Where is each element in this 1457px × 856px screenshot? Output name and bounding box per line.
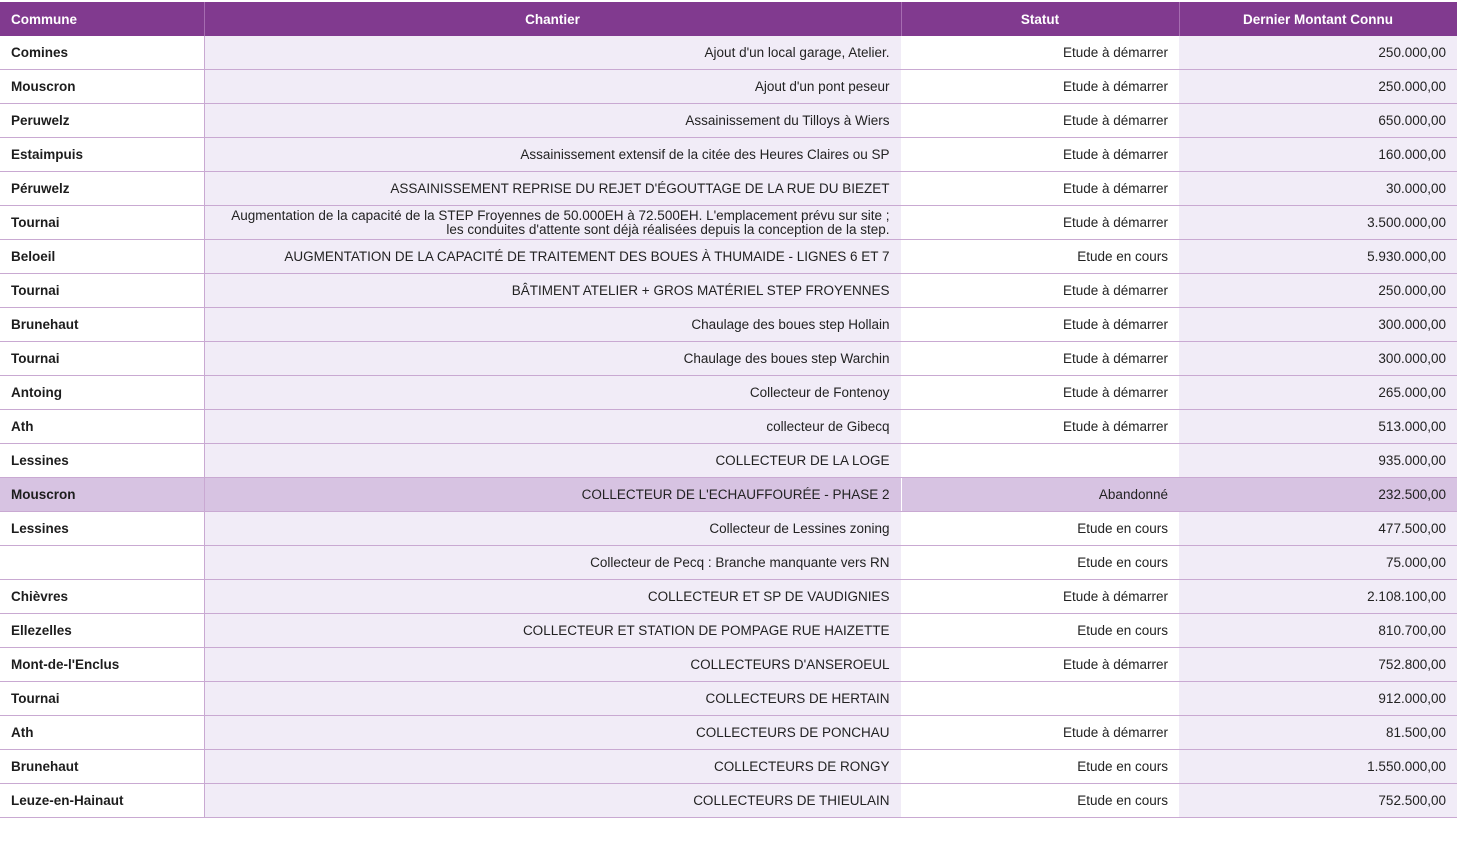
cell-chantier[interactable]: Collecteur de Pecq : Branche manquante vers RN xyxy=(204,546,901,580)
cell-commune[interactable]: Tournai xyxy=(0,206,204,240)
cell-commune[interactable]: Lessines xyxy=(0,512,204,546)
table-row[interactable] xyxy=(0,104,1457,138)
cell-montant[interactable]: 810.700,00 xyxy=(1179,614,1457,648)
table-row[interactable] xyxy=(0,70,1457,104)
cell-commune[interactable]: Brunehaut xyxy=(0,308,204,342)
cell-commune[interactable]: Mouscron xyxy=(0,478,204,512)
cell-commune[interactable]: Chièvres xyxy=(0,580,204,614)
cell-statut[interactable]: Etude à démarrer xyxy=(901,274,1179,308)
cell-commune[interactable]: Mont-de-l'Enclus xyxy=(0,648,204,682)
cell-chantier[interactable]: ASSAINISSEMENT REPRISE DU REJET D'ÉGOUTTAGE DE LA RUE DU BIEZET xyxy=(204,172,901,206)
cell-statut[interactable]: Etude à démarrer xyxy=(901,138,1179,172)
cell-montant[interactable]: 477.500,00 xyxy=(1179,512,1457,546)
cell-statut[interactable]: Etude en cours xyxy=(901,546,1179,580)
cell-commune[interactable]: Leuze-en-Hainaut xyxy=(0,784,204,818)
cell-chantier[interactable]: Augmentation de la capacité de la STEP Froyennes de 50.000EH à 72.500EH. L'emplacement prévu sur site ; les conduites d'attente sont déjà réalisées depuis la conception de la step. xyxy=(204,206,901,240)
cell-montant[interactable]: 300.000,00 xyxy=(1179,308,1457,342)
cell-chantier[interactable]: AUGMENTATION DE LA CAPACITÉ DE TRAITEMENT DES BOUES À THUMAIDE - LIGNES 6 ET 7 xyxy=(204,240,901,274)
cell-montant[interactable]: 752.800,00 xyxy=(1179,648,1457,682)
cell-chantier[interactable]: BÂTIMENT ATELIER + GROS MATÉRIEL STEP FROYENNES xyxy=(204,274,901,308)
table-row[interactable] xyxy=(0,478,1457,512)
cell-commune[interactable]: Mouscron xyxy=(0,70,204,104)
cell-montant[interactable]: 912.000,00 xyxy=(1179,682,1457,716)
cell-statut[interactable]: Etude à démarrer xyxy=(901,70,1179,104)
table-row[interactable] xyxy=(0,376,1457,410)
cell-statut[interactable]: Etude à démarrer xyxy=(901,648,1179,682)
cell-chantier[interactable]: COLLECTEUR DE LA LOGE xyxy=(204,444,901,478)
table-row[interactable] xyxy=(0,138,1457,172)
cell-statut[interactable] xyxy=(901,444,1179,478)
column-header-chantier[interactable]: Chantier xyxy=(204,2,901,36)
cell-montant[interactable]: 250.000,00 xyxy=(1179,274,1457,308)
cell-montant[interactable]: 935.000,00 xyxy=(1179,444,1457,478)
cell-commune[interactable]: Lessines xyxy=(0,444,204,478)
cell-commune[interactable]: Antoing xyxy=(0,376,204,410)
cell-commune[interactable]: Tournai xyxy=(0,274,204,308)
cell-chantier[interactable]: COLLECTEURS DE THIEULAIN xyxy=(204,784,901,818)
cell-commune[interactable]: Péruwelz xyxy=(0,172,204,206)
cell-commune[interactable]: Tournai xyxy=(0,342,204,376)
cell-chantier[interactable]: Assainissement extensif de la citée des Heures Claires ou SP xyxy=(204,138,901,172)
cell-statut[interactable]: Etude à démarrer xyxy=(901,206,1179,240)
table-row[interactable] xyxy=(0,750,1457,784)
column-header-montant[interactable]: Dernier Montant Connu xyxy=(1179,2,1457,36)
cell-statut[interactable]: Etude en cours xyxy=(901,784,1179,818)
table-row[interactable] xyxy=(0,512,1457,546)
table-row[interactable] xyxy=(0,410,1457,444)
cell-chantier[interactable]: Ajout d'un pont peseur xyxy=(204,70,901,104)
cell-montant[interactable]: 232.500,00 xyxy=(1179,478,1457,512)
table-row[interactable] xyxy=(0,546,1457,580)
cell-commune[interactable]: Estaimpuis xyxy=(0,138,204,172)
cell-montant[interactable]: 160.000,00 xyxy=(1179,138,1457,172)
cell-chantier[interactable]: COLLECTEURS DE RONGY xyxy=(204,750,901,784)
table-row[interactable] xyxy=(0,274,1457,308)
cell-commune[interactable]: Comines xyxy=(0,36,204,70)
cell-statut[interactable]: Abandonné xyxy=(901,478,1179,512)
cell-statut[interactable]: Etude à démarrer xyxy=(901,580,1179,614)
cell-montant[interactable]: 300.000,00 xyxy=(1179,342,1457,376)
cell-montant[interactable]: 75.000,00 xyxy=(1179,546,1457,580)
cell-montant[interactable]: 752.500,00 xyxy=(1179,784,1457,818)
table-row[interactable] xyxy=(0,172,1457,206)
cell-chantier[interactable]: Chaulage des boues step Hollain xyxy=(204,308,901,342)
cell-statut[interactable]: Etude à démarrer xyxy=(901,36,1179,70)
table-row[interactable] xyxy=(0,580,1457,614)
table-row[interactable] xyxy=(0,444,1457,478)
table-body xyxy=(0,36,1457,818)
cell-statut[interactable] xyxy=(901,682,1179,716)
cell-commune[interactable]: Ath xyxy=(0,716,204,750)
table-row[interactable] xyxy=(0,682,1457,716)
table-row[interactable] xyxy=(0,614,1457,648)
cell-commune[interactable]: Brunehaut xyxy=(0,750,204,784)
cell-statut[interactable]: Etude à démarrer xyxy=(901,410,1179,444)
cell-commune[interactable]: Peruwelz xyxy=(0,104,204,138)
cell-commune[interactable] xyxy=(0,546,204,580)
cell-montant[interactable]: 250.000,00 xyxy=(1179,70,1457,104)
cell-chantier[interactable]: COLLECTEUR DE L'ECHAUFFOURÉE - PHASE 2 xyxy=(204,478,901,512)
column-header-statut[interactable]: Statut xyxy=(901,2,1179,36)
projects-table xyxy=(0,2,1457,818)
cell-montant[interactable]: 30.000,00 xyxy=(1179,172,1457,206)
cell-montant[interactable]: 250.000,00 xyxy=(1179,36,1457,70)
cell-statut[interactable]: Etude en cours xyxy=(901,240,1179,274)
cell-statut[interactable]: Etude en cours xyxy=(901,750,1179,784)
cell-montant[interactable]: 2.108.100,00 xyxy=(1179,580,1457,614)
cell-statut[interactable]: Etude en cours xyxy=(901,512,1179,546)
cell-chantier[interactable]: COLLECTEUR ET SP DE VAUDIGNIES xyxy=(204,580,901,614)
table-row[interactable] xyxy=(0,36,1457,70)
cell-statut[interactable]: Etude à démarrer xyxy=(901,376,1179,410)
cell-montant[interactable]: 265.000,00 xyxy=(1179,376,1457,410)
table-row[interactable] xyxy=(0,648,1457,682)
cell-chantier[interactable]: Chaulage des boues step Warchin xyxy=(204,342,901,376)
cell-montant[interactable]: 1.550.000,00 xyxy=(1179,750,1457,784)
table-row[interactable] xyxy=(0,308,1457,342)
table-row[interactable] xyxy=(0,206,1457,240)
table-header-row xyxy=(0,2,1457,36)
cell-chantier[interactable]: Assainissement du Tilloys à Wiers xyxy=(204,104,901,138)
cell-montant[interactable]: 3.500.000,00 xyxy=(1179,206,1457,240)
cell-chantier[interactable]: collecteur de Gibecq xyxy=(204,410,901,444)
cell-commune[interactable]: Beloeil xyxy=(0,240,204,274)
cell-statut[interactable]: Etude à démarrer xyxy=(901,342,1179,376)
cell-montant[interactable]: 650.000,00 xyxy=(1179,104,1457,138)
cell-commune[interactable]: Ellezelles xyxy=(0,614,204,648)
cell-montant[interactable]: 5.930.000,00 xyxy=(1179,240,1457,274)
cell-chantier[interactable]: COLLECTEURS DE HERTAIN xyxy=(204,682,901,716)
cell-commune[interactable]: Tournai xyxy=(0,682,204,716)
table-row[interactable] xyxy=(0,784,1457,818)
cell-statut[interactable]: Etude à démarrer xyxy=(901,716,1179,750)
cell-chantier[interactable]: COLLECTEURS D'ANSEROEUL xyxy=(204,648,901,682)
cell-chantier[interactable]: Collecteur de Fontenoy xyxy=(204,376,901,410)
table-row[interactable] xyxy=(0,716,1457,750)
cell-chantier[interactable]: Collecteur de Lessines zoning xyxy=(204,512,901,546)
cell-statut[interactable]: Etude à démarrer xyxy=(901,104,1179,138)
cell-statut[interactable]: Etude à démarrer xyxy=(901,308,1179,342)
table-row[interactable] xyxy=(0,240,1457,274)
column-header-commune[interactable]: Commune xyxy=(0,2,204,36)
table-row[interactable] xyxy=(0,342,1457,376)
cell-chantier[interactable]: COLLECTEURS DE PONCHAU xyxy=(204,716,901,750)
cell-statut[interactable]: Etude à démarrer xyxy=(901,172,1179,206)
cell-chantier[interactable]: COLLECTEUR ET STATION DE POMPAGE RUE HAIZETTE xyxy=(204,614,901,648)
cell-statut[interactable]: Etude en cours xyxy=(901,614,1179,648)
cell-montant[interactable]: 513.000,00 xyxy=(1179,410,1457,444)
cell-commune[interactable]: Ath xyxy=(0,410,204,444)
cell-chantier[interactable]: Ajout d'un local garage, Atelier. xyxy=(204,36,901,70)
cell-montant[interactable]: 81.500,00 xyxy=(1179,716,1457,750)
